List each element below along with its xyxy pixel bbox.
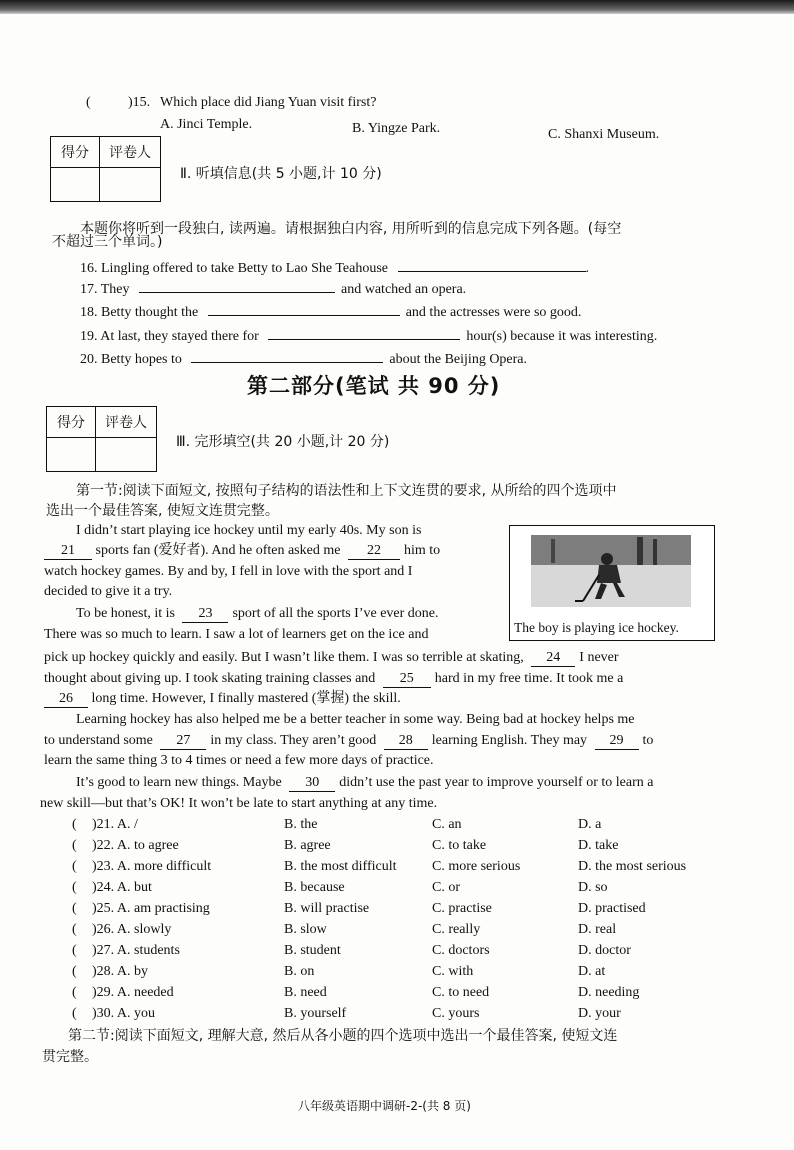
option-c: C. doctors — [432, 943, 490, 958]
q19: 19. At last, they stayed there for hour(s) because it was interesting. — [80, 323, 657, 347]
page-footer: 八年级英语期中调研-2-(共 8 页) — [298, 1099, 471, 1113]
option-a: )24. A. but — [92, 880, 152, 895]
grader-cell — [100, 168, 161, 202]
jie2-instruction-1: 第二节:阅读下面短文, 理解大意, 然后从各小题的四个选项中选出一个最佳答案, 使短文连 — [68, 1028, 618, 1044]
passage-line-5: To be honest, it is 23 sport of all the sports I’ve ever done. — [76, 606, 439, 621]
option-b: B. will practise — [284, 901, 370, 916]
option-c: C. with — [432, 964, 474, 979]
option-d: D. doctor — [578, 943, 631, 958]
blank-23: 23 — [182, 606, 228, 623]
section2-instruction-1: 本题你将听到一段独白, 读两遍。请根据独白内容, 用所听到的信息完成下列各题。(每空 — [80, 221, 622, 237]
blank-28: 28 — [384, 733, 428, 750]
option-d: D. so — [578, 880, 608, 895]
passage-line-7: pick up hockey quickly and easily. But I wasn’t like them. I was so terrible at skating, 24 I never — [44, 650, 619, 665]
answer-paren: ( — [72, 817, 77, 832]
jie2-instruction-2: 贯完整。 — [42, 1049, 98, 1065]
part2-title: 第二部分(笔试 共 90 分) — [247, 374, 501, 398]
option-c: C. more serious — [432, 859, 521, 874]
option-c: C. to take — [432, 838, 487, 853]
option-d: D. real — [578, 922, 617, 937]
option-b: B. yourself — [284, 1006, 347, 1021]
section3-title: Ⅲ. 完形填空(共 20 小题,计 20 分) — [176, 434, 390, 450]
q16: 16. Lingling offered to take Betty to Lao She Teahouse . — [80, 255, 589, 279]
section2-title: Ⅱ. 听填信息(共 5 小题,计 10 分) — [180, 166, 382, 182]
option-b: B. on — [284, 964, 315, 979]
q15-question: Which place did Jiang Yuan visit first? — [160, 95, 377, 110]
answer-paren: ( — [72, 859, 77, 874]
scan-edge — [0, 0, 794, 14]
option-b: B. need — [284, 985, 327, 1000]
passage-line-12: learn the same thing 3 to 4 times or need a few more days of practice. — [44, 753, 434, 768]
passage-line-2: 21 sports fan (爱好者). And he often asked me 22 him to — [44, 541, 440, 562]
q15-option-a: A. Jinci Temple. — [160, 117, 253, 132]
option-a: )26. A. slowly — [92, 922, 172, 937]
answer-paren: ( — [72, 985, 77, 1000]
blank-29: 29 — [595, 733, 639, 750]
passage-line-11: to understand some 27 in my class. They aren’t good 28 learning English. They may 29 to — [44, 733, 654, 748]
option-c: C. or — [432, 880, 460, 895]
score-cell — [47, 438, 96, 472]
blank-27: 27 — [160, 733, 206, 750]
option-c: C. to need — [432, 985, 490, 1000]
score-cell — [51, 168, 100, 202]
answer-paren: ( — [72, 943, 77, 958]
passage-line-9: 26 long time. However, I finally mastered (掌握) the skill. — [44, 689, 401, 710]
passage-line-6: There was so much to learn. I saw a lot of learners get on the ice and — [44, 627, 429, 642]
jie1-instruction-2: 选出一个最佳答案, 使短文连贯完整。 — [46, 503, 279, 519]
photo-caption: The boy is playing ice hockey. — [514, 620, 679, 635]
option-b: B. the most difficult — [284, 859, 397, 874]
option-d: D. the most serious — [578, 859, 687, 874]
option-d: D. at — [578, 964, 606, 979]
passage-line-14: new skill—but that’s OK! It won’t be late to start anything at any time. — [40, 796, 438, 811]
passage-line-13: It’s good to learn new things. Maybe 30 didn’t use the past year to improve yourself or to learn a — [76, 775, 654, 790]
jie1-instruction-1: 第一节:阅读下面短文, 按照句子结构的语法性和上下文连贯的要求, 从所给的四个选项中 — [76, 483, 617, 499]
passage-line-8: thought about giving up. I took skating training classes and 25 hard in my free time. It took me a — [44, 671, 624, 686]
score-table-1 — [50, 136, 161, 202]
score-label: 得分 — [51, 137, 100, 168]
blank-25: 25 — [383, 671, 431, 688]
option-c: C. yours — [432, 1006, 480, 1021]
passage-line-1: I didn’t start playing ice hockey until my early 40s. My son is — [76, 523, 422, 538]
option-a: )23. A. more difficult — [92, 859, 212, 874]
answer-paren: ( — [72, 838, 77, 853]
answer-paren: ( — [72, 901, 77, 916]
q17: 17. They and watched an opera. — [80, 276, 466, 300]
score-label: 得分 — [47, 407, 96, 438]
option-b: B. student — [284, 943, 341, 958]
blank-21: 21 — [44, 543, 92, 560]
answer-paren: ( — [72, 880, 77, 895]
q15-option-c: C. Shanxi Museum. — [548, 127, 660, 142]
section2-instruction-2: 不超过三个单词。) — [52, 234, 163, 250]
blank-22: 22 — [348, 543, 400, 560]
option-a: )29. A. needed — [92, 985, 174, 1000]
passage-line-3: watch hockey games. By and by, I fell in love with the sport and I — [44, 564, 413, 579]
hockey-photo-frame — [509, 525, 715, 641]
option-a: )25. A. am practising — [92, 901, 210, 916]
passage-line-10: Learning hockey has also helped me be a better teacher in some way. Being bad at hockey helps me — [76, 712, 635, 727]
blank-30: 30 — [289, 775, 335, 792]
option-c: C. really — [432, 922, 481, 937]
passage-line-4: decided to give it a try. — [44, 584, 173, 599]
option-b: B. the — [284, 817, 318, 832]
score-table-2 — [46, 406, 157, 472]
grader-label: 评卷人 — [96, 407, 157, 438]
option-c: C. practise — [432, 901, 492, 916]
q18: 18. Betty thought the and the actresses were so good. — [80, 299, 581, 323]
grader-cell — [96, 438, 157, 472]
option-d: D. a — [578, 817, 602, 832]
option-b: B. agree — [284, 838, 331, 853]
blank-26: 26 — [44, 691, 88, 708]
answer-paren: ( — [72, 964, 77, 979]
q15-paren: ( — [86, 95, 91, 110]
option-d: D. needing — [578, 985, 640, 1000]
option-a: )21. A. / — [92, 817, 138, 832]
blank-24: 24 — [531, 650, 575, 667]
option-a: )27. A. students — [92, 943, 180, 958]
option-d: D. your — [578, 1006, 621, 1021]
answer-paren: ( — [72, 922, 77, 937]
answer-paren: ( — [72, 1006, 77, 1021]
option-d: D. take — [578, 838, 619, 853]
option-c: C. an — [432, 817, 462, 832]
q15-number: )15. — [128, 95, 151, 110]
grader-label: 评卷人 — [100, 137, 161, 168]
q20: 20. Betty hopes to about the Beijing Opera. — [80, 346, 527, 370]
option-a: )28. A. by — [92, 964, 148, 979]
option-a: )30. A. you — [92, 1006, 155, 1021]
q15-option-b: B. Yingze Park. — [352, 121, 441, 136]
option-d: D. practised — [578, 901, 646, 916]
option-a: )22. A. to agree — [92, 838, 179, 853]
option-b: B. because — [284, 880, 345, 895]
hockey-player-image — [531, 535, 691, 607]
option-b: B. slow — [284, 922, 327, 937]
